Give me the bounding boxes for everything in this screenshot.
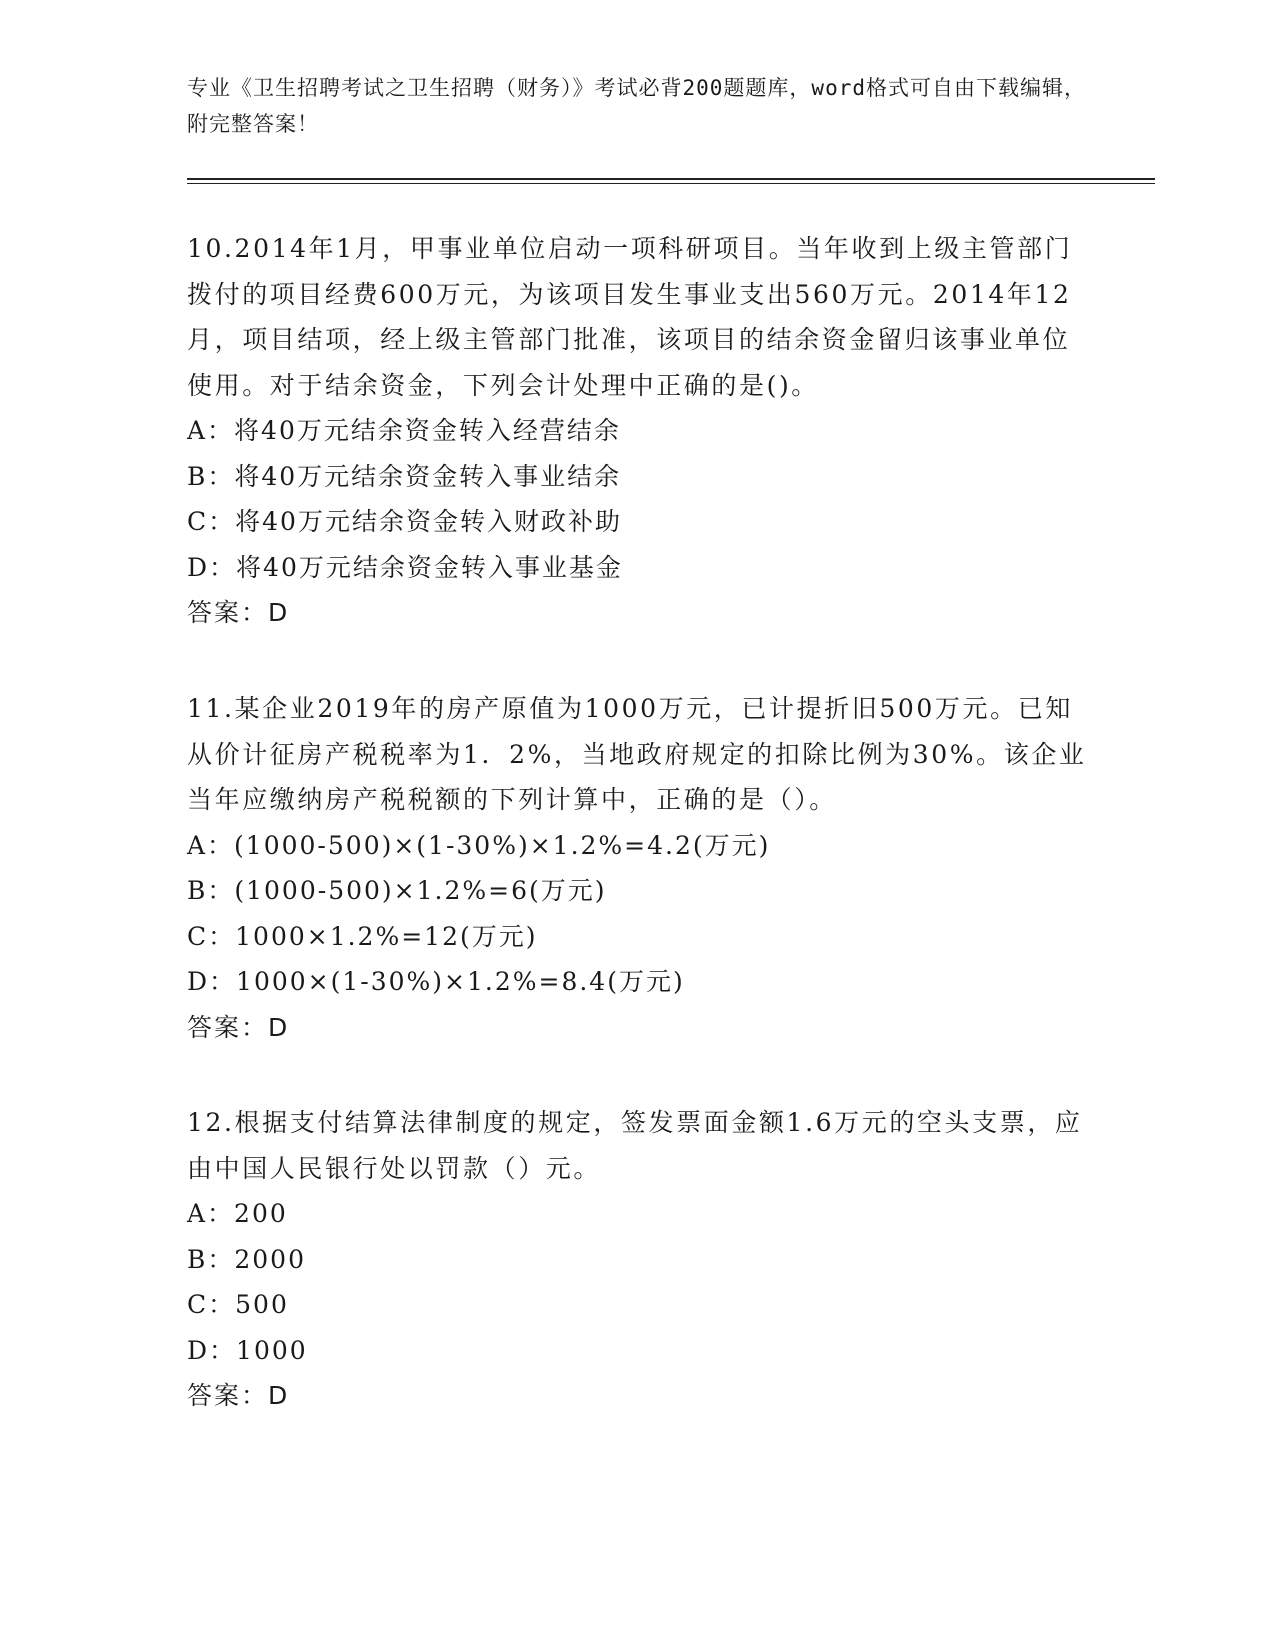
question-10 — [187, 226, 1087, 636]
question-stem: 12.根据支付结算法律制度的规定，签发票面金额1.6万元的空头支票，应由中国人民银行处以罚款（）元。 — [187, 1108, 1083, 1183]
option-d: D：1000×(1-30%)×1.2%=8.4(万元) — [187, 967, 685, 996]
option-d: D：1000 — [187, 1335, 308, 1365]
option-c: C：500 — [187, 1290, 289, 1319]
option-c: C：将40万元结余资金转入财政补助 — [187, 507, 622, 536]
document-header — [187, 70, 1087, 142]
option-d: D：将40万元结余资金转入事业基金 — [187, 552, 623, 582]
option-c: C：1000×1.2%=12(万元) — [187, 921, 538, 951]
option-b: B：2000 — [187, 1244, 306, 1274]
option-a: A：将40万元结余资金转入经营结余 — [187, 416, 621, 445]
question-stem: 10.2014年1月，甲事业单位启动一项科研项目。当年收到上级主管部门拨付的项目经费600万元，为该项目发生事业支出560万元。2014年12月，项目结项，经上级主管部门批准，该项目的结余资金留归该事业单位使用。对于结余资金，下列会计处理中正确的是()。 — [187, 234, 1073, 400]
option-a: A：(1000-500)×(1-30%)×1.2%=4.2(万元) — [187, 830, 771, 860]
answer: 答案：D — [187, 1381, 290, 1410]
option-a: A：200 — [187, 1199, 288, 1228]
header-divider — [187, 178, 1155, 184]
option-b: B：将40万元结余资金转入事业结余 — [187, 461, 622, 491]
question-stem: 11.某企业2019年的房产原值为1000万元，已计提折旧500万元。已知从价计征房产税税率为1．2%，当地政府规定的扣除比例为30%。该企业当年应缴纳房产税税额的下列计算中，正确的是（）。 — [187, 694, 1087, 814]
option-b: B：(1000-500)×1.2%=6(万元) — [187, 876, 607, 905]
answer: 答案：D — [187, 1012, 290, 1042]
answer: 答案：D — [187, 598, 290, 627]
question-12 — [187, 1100, 1087, 1419]
header-text: 专业《卫生招聘考试之卫生招聘（财务）》考试必背200题题库，word格式可自由下载编辑，附完整答案！ — [187, 76, 1086, 136]
question-11 — [187, 686, 1087, 1050]
